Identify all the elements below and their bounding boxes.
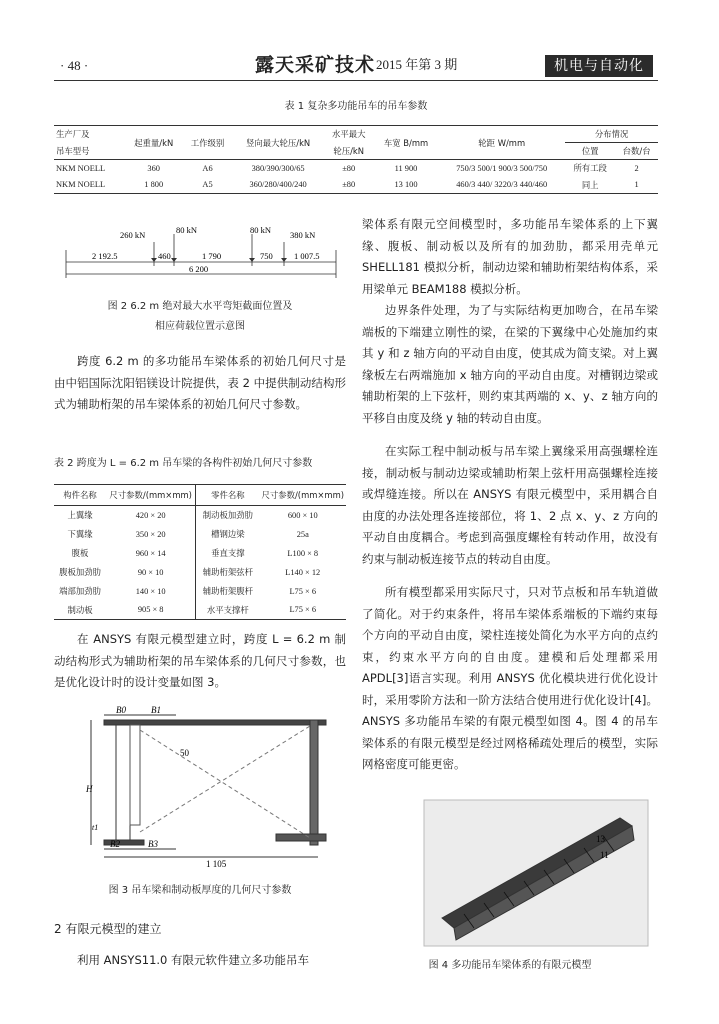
t2-cell: 25a: [296, 529, 309, 539]
t1-cell: 750/3 500/1 900/3 500/750: [456, 163, 548, 173]
t2-cell: 350 × 20: [135, 529, 166, 539]
t1-cell: ±80: [342, 180, 356, 190]
t1-cell: 2: [634, 163, 639, 173]
fig2-dim-3: 1 790: [202, 251, 222, 261]
t2-cell: 下翼缘: [67, 529, 93, 539]
fig4-label-11: 11: [600, 850, 609, 860]
table-row: [54, 177, 658, 194]
fig4-label-13: 13: [596, 834, 605, 844]
right-paragraph-2: 边界条件处理，为了与实际结构更加吻合，在吊车梁端板的下端建立刚性的梁，在梁的下翼缘中心处施加约束其 y 和 z 轴方向的平动自由度，使其成为简支梁。对上翼缘板左右两端施加 x 轴方向的平动自由度。对槽钢边梁或辅助桁架的上下弦杆，则约束其两端的 x、y、z 轴方向的平移自由度及绕 y 轴的转动自由度。: [362, 303, 658, 425]
t1-h-horizontal: 水平最大: [331, 129, 366, 140]
t2-cell: 垂直支撑: [196, 544, 260, 563]
fig2-load-4: 380 kN: [290, 230, 316, 240]
figure3-caption: 图 3 吊车梁和制动板厚度的几何尺寸参数: [108, 885, 292, 896]
t1-cell: 同上: [581, 180, 599, 190]
section-badge: 机电与自动化: [545, 55, 653, 77]
t2-cell: 端部加劲肋: [59, 586, 101, 596]
left-paragraph-1: 跨度 6.2 m 的多功能吊车梁体系的初始几何尺寸是由中铝国际沈阳铝镁设计院提供，表 2 中提供制动结构形式为辅助桁架的吊车梁体系的初始几何尺寸参数。: [54, 354, 346, 411]
t1-h-distribution: 分布情况: [565, 126, 658, 143]
page-number: · 48 ·: [60, 58, 89, 73]
right-paragraph-1: 梁体系有限元空间模型时，多功能吊车梁体系的上下翼缘、腹板、制动板以及所有的加劲肋，都采用壳单元 SHELL181 模拟分析，制动边梁和辅助桁架结构体系，采用梁单元 BEAM188 模拟分析。: [362, 217, 658, 296]
section-2-paragraph: 利用 ANSYS11.0 有限元软件建立多功能吊车: [77, 953, 310, 967]
fig2-load-2: 80 kN: [176, 225, 198, 235]
t1-cell: 360/280/400/240: [249, 180, 307, 190]
t2-cell: 腹板加劲肋: [59, 567, 101, 577]
table-row: [54, 506, 346, 525]
t2-cell: L140 × 12: [285, 567, 321, 577]
table-row: [54, 563, 346, 582]
t1-cell: 1 800: [144, 180, 164, 190]
t1-h-count: 台数/台: [622, 146, 651, 156]
table-row: [54, 582, 346, 601]
t2-cell: 制动板加劲肋: [196, 506, 260, 525]
t1-cell: ±80: [342, 163, 356, 173]
t2-cell: 960 × 14: [135, 548, 166, 558]
t1-h-width: 车宽 B/mm: [383, 137, 429, 148]
table1: [54, 125, 658, 194]
t2-cell: 600 × 10: [287, 510, 318, 520]
t1-cell: 380/390/300/65: [251, 163, 305, 173]
right-paragraph-4: 所有模型都采用实际尺寸，只对节点板和吊车轨道做了简化。对于约束条件，将吊车梁体系端板的下端约束每个方向的平动自由度，梁柱连接处简化为水平方向的点约束，约束水平方向的自由度。建模和后处理都采用 APDL[3]语言实现。利用 ANSYS 优化模块进行优化设计时，采用零阶方法和一阶方法结合使用进行优化设计[4]。ANSYS 多功能吊车梁的有限元模型如图 4。图 4 的吊车梁体系的有限元模型是经过网格稀疏处理后的模型，实际网格密度可能更密。: [362, 585, 658, 771]
fig3-label-50: 50: [180, 748, 189, 758]
t2-h-part2: 零件名称: [196, 485, 260, 506]
t1-cell: 13 100: [394, 180, 418, 190]
t2-cell: 上翼缘: [67, 510, 93, 521]
fig2-load-3: 80 kN: [250, 225, 272, 235]
t2-h-size2: 尺寸参数/(mm×mm): [261, 490, 344, 500]
t1-h-capacity: 起重量/kN: [134, 137, 174, 148]
section-2-heading: 2 有限元模型的建立: [54, 922, 162, 936]
fig2-total: 6 200: [189, 264, 209, 274]
t2-cell: 制动板: [67, 604, 93, 615]
t2-h-part: 构件名称: [63, 490, 97, 500]
t1-cell: NKM NOELL: [56, 163, 106, 173]
fig3-label-b1: B1: [151, 705, 161, 715]
t2-cell: 腹板: [71, 548, 89, 558]
table1-caption: 表 1 复杂多功能吊车的吊车参数: [284, 101, 428, 112]
t1-cell: 1: [634, 180, 639, 190]
right-paragraph-3: 在实际工程中制动板与吊车梁上翼缘采用高强螺栓连接，制动板与制动边梁或辅助桁架上弦杆用高强螺栓连接或焊缝连接。所以在 ANSYS 有限元模型中，采用耦合自由度的办法处理各连接部位，将 1、2 点 x、y、z 方向的平动自由度耦合。考虑到高强度螺栓有转动作用，故没有约束与制动板连接节点的转动自由度。: [362, 444, 658, 566]
t1-h-position: 位置: [581, 146, 599, 156]
fig2-load-1: 260 kN: [120, 230, 146, 240]
figure3-section-diagram: [86, 705, 336, 870]
table2: [54, 484, 346, 620]
table-row: [54, 160, 658, 177]
t2-cell: L75 × 6: [289, 586, 317, 596]
figure2-caption-2: 相应荷载位置示意图: [155, 321, 245, 332]
fig2-dim-5: 1 007.5: [294, 251, 320, 261]
t2-cell: 水平支撑杆: [196, 601, 260, 620]
fig3-label-span: 1 105: [206, 859, 227, 869]
t1-h-vertical-load: 竖向最大轮压/kN: [246, 137, 311, 148]
t1-h-wheelbase: 轮距 W/mm: [478, 137, 526, 148]
t1-cell: A6: [202, 163, 213, 173]
journal-title: 露天采矿技术: [255, 54, 376, 76]
fig2-dim-4: 750: [260, 251, 273, 261]
t2-cell: 辅助桁架腹杆: [196, 582, 260, 601]
table-row: [54, 525, 346, 544]
table-row: [54, 544, 346, 563]
fig3-label-h: H: [86, 784, 93, 794]
figure2-load-diagram: [54, 222, 346, 282]
left-paragraph-2: 在 ANSYS 有限元模型建立时，跨度 L = 6.2 m 制动结构形式为辅助桁架的吊车梁体系的几何尺寸参数，也是优化设计时的设计变量如图 3。: [54, 632, 346, 689]
fig3-label-b0: B0: [116, 705, 126, 715]
fig3-label-b2: B2: [110, 839, 120, 849]
fig2-dim-2: 460: [158, 251, 171, 261]
t2-cell: 辅助桁架弦杆: [196, 563, 260, 582]
t1-h-class: 工作级别: [190, 137, 225, 148]
t2-cell: L100 × 8: [287, 548, 319, 558]
t2-cell: 140 × 10: [135, 586, 166, 596]
t2-cell: L75 × 6: [289, 605, 317, 615]
table2-caption: 表 2 跨度为 L = 6.2 m 吊车梁的各构件初始几何尺寸参数: [54, 458, 313, 469]
t2-cell: 90 × 10: [137, 567, 164, 577]
t1-cell: 360: [147, 163, 160, 173]
t1-cell: NKM NOELL: [56, 180, 106, 190]
t2-cell: 槽钢边梁: [196, 525, 260, 544]
t2-cell: 905 × 8: [137, 605, 164, 615]
journal-issue: 2015 年第 3 期: [376, 57, 458, 72]
figure2-caption-1: 图 2 6.2 m 绝对最大水平弯矩截面位置及: [107, 301, 293, 312]
figure4-caption: 图 4 多功能吊车梁体系的有限元模型: [428, 960, 592, 971]
fig3-label-t1: t1: [92, 823, 99, 832]
table-row: [54, 601, 346, 620]
t1-h-wheel-load: 轮压/kN: [333, 145, 365, 156]
t1-cell: 11 900: [394, 163, 418, 173]
fig2-dim-1: 2 192.5: [92, 251, 118, 261]
t2-cell: 420 × 20: [135, 510, 166, 520]
t1-cell: 460/3 440/ 3220/3 440/460: [456, 180, 548, 190]
t1-cell: 所有工段: [573, 164, 607, 174]
header-rule: [54, 80, 658, 81]
t1-cell: A5: [202, 180, 213, 190]
t1-h-model: 吊车型号: [56, 145, 90, 156]
fig3-label-b3: B3: [148, 839, 158, 849]
figure4-fem-model: [424, 800, 648, 946]
t1-h-maker: 生产厂及: [56, 129, 90, 140]
t2-h-size: 尺寸参数/(mm×mm): [109, 490, 192, 500]
